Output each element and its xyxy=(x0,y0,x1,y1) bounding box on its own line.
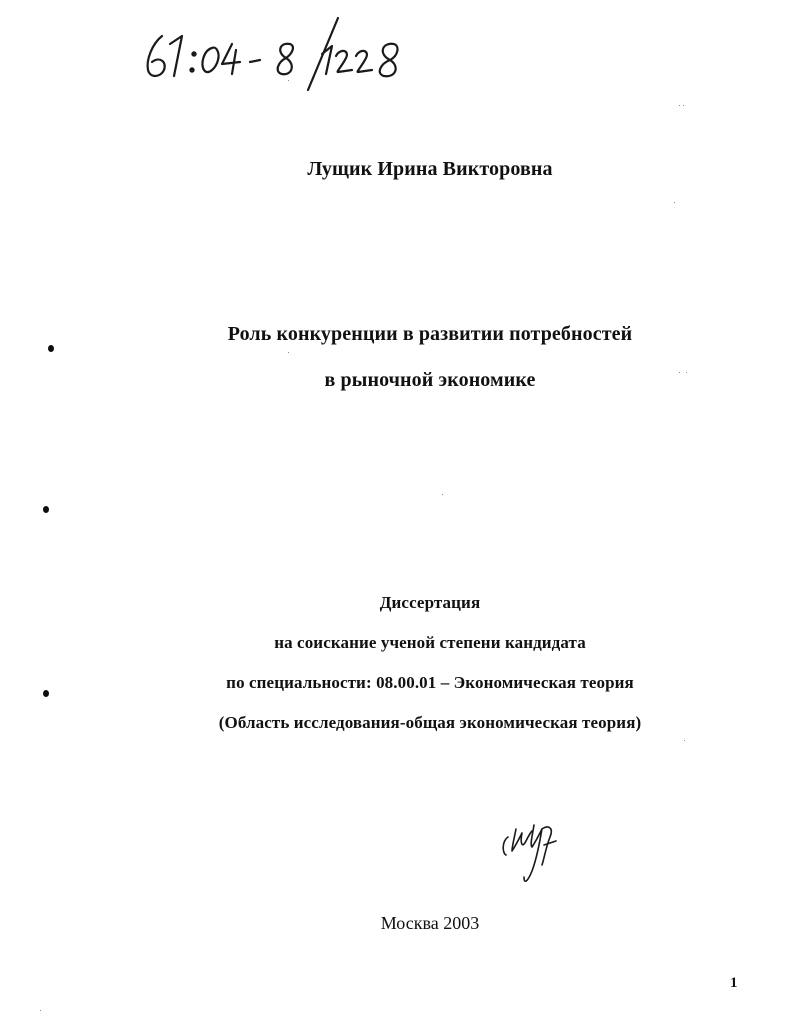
scan-speck xyxy=(442,494,443,495)
scan-speck xyxy=(288,352,289,353)
work-type: Диссертация xyxy=(379,593,481,612)
scan-speck xyxy=(686,372,687,373)
signature-icon xyxy=(498,815,568,890)
page-number: 1 xyxy=(730,975,738,991)
scan-speck xyxy=(40,1010,41,1011)
scan-speck xyxy=(679,105,680,106)
author-name: Лущик Ирина Викторовна xyxy=(307,158,553,180)
scan-speck xyxy=(679,372,680,373)
degree-line: на соискание ученой степени кандидата xyxy=(274,633,586,652)
scan-speck xyxy=(683,105,684,106)
dissertation-title-line-1: Роль конкуренции в развитии потребностей xyxy=(227,323,633,345)
scan-speck xyxy=(684,740,685,741)
specialty-line: по специальности: 08.00.01 – Экономическая теория xyxy=(226,673,634,692)
research-area-line: (Область исследования-общая экономическая теория) xyxy=(218,713,642,732)
scan-speck xyxy=(288,80,289,81)
margin-dot-icon xyxy=(43,506,49,513)
handwritten-archive-code xyxy=(140,14,440,94)
margin-dot-icon xyxy=(48,345,54,352)
city-and-year: Москва 2003 xyxy=(380,913,480,933)
margin-dot-icon xyxy=(43,690,49,697)
scan-speck xyxy=(674,202,675,203)
dissertation-title-line-2: в рыночной экономике xyxy=(324,369,536,391)
